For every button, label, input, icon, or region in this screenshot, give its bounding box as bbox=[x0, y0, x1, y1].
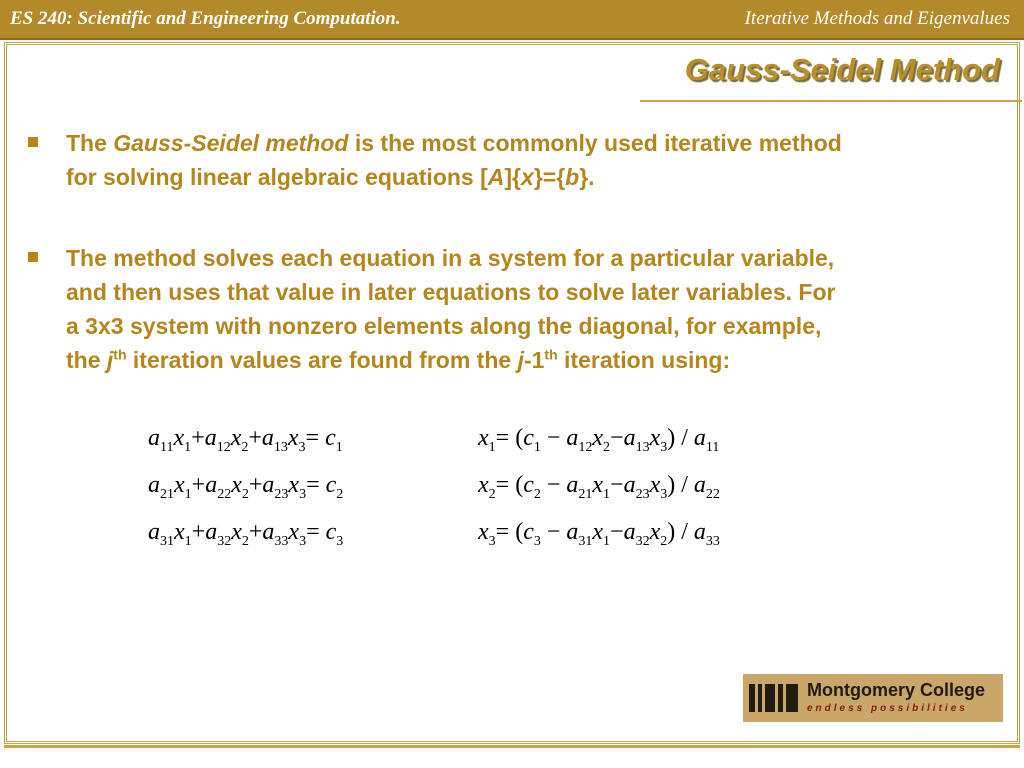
slide-title: Gauss-Seidel Method bbox=[684, 52, 1000, 87]
eq-symbol: x bbox=[592, 425, 604, 451]
equation-left-3 bbox=[148, 519, 344, 549]
eq-subscript: 12 bbox=[216, 439, 231, 455]
eq-operator: + bbox=[191, 425, 205, 451]
text-run: The bbox=[66, 130, 114, 156]
college-logo bbox=[743, 674, 1003, 722]
eq-subscript: 32 bbox=[217, 533, 232, 549]
eq-symbol: c bbox=[523, 472, 534, 498]
var-x: x bbox=[521, 164, 534, 190]
eq-operator: = bbox=[305, 425, 320, 451]
var-j: j bbox=[106, 347, 114, 373]
bullet-2-line-4 bbox=[66, 343, 1024, 377]
logo-tagline: endless possibilities bbox=[807, 703, 968, 714]
eq-subscript: 1 bbox=[603, 533, 611, 549]
equation-left-1 bbox=[148, 425, 343, 455]
bullet-1-line-1 bbox=[66, 126, 1024, 160]
header-bar bbox=[0, 0, 1024, 40]
eq-subscript: 13 bbox=[273, 439, 288, 455]
eq-symbol: a bbox=[623, 472, 636, 498]
text-run: the bbox=[66, 347, 107, 373]
bullet-1-line-2 bbox=[66, 160, 1024, 194]
eq-symbol: a bbox=[566, 425, 579, 451]
eq-subscript: 3 bbox=[298, 439, 306, 455]
bullet-2-line-1: The method solves each equation in a system for a particular variable, bbox=[66, 245, 835, 271]
eq-symbol: a bbox=[148, 472, 160, 498]
eq-operator: + bbox=[191, 472, 206, 498]
bullet-1-text bbox=[66, 126, 1024, 194]
eq-subscript: 1 bbox=[184, 439, 192, 455]
eq-symbol: x bbox=[592, 519, 604, 545]
eq-subscript: 32 bbox=[635, 533, 650, 549]
eq-subscript: 2 bbox=[241, 439, 249, 455]
eq-operator: ) / bbox=[667, 519, 694, 545]
eq-subscript: 1 bbox=[184, 533, 192, 549]
eq-operator: = bbox=[306, 472, 320, 498]
text-run: -1 bbox=[523, 347, 545, 373]
eq-subscript: 2 bbox=[241, 486, 249, 502]
eq-operator: ) / bbox=[667, 425, 694, 451]
eq-operator: − bbox=[540, 519, 567, 545]
eq-symbol: a bbox=[262, 472, 275, 498]
eq-symbol: c bbox=[523, 425, 534, 451]
eq-operator: − bbox=[540, 472, 567, 498]
eq-symbol: x bbox=[478, 472, 489, 498]
text-run: }. bbox=[579, 164, 595, 190]
title-underline bbox=[640, 100, 1022, 102]
eq-operator: + bbox=[248, 472, 263, 498]
eq-operator: = ( bbox=[495, 472, 524, 498]
text-run: iteration using: bbox=[557, 347, 731, 373]
eq-operator: − bbox=[610, 472, 624, 498]
eq-subscript: 1 bbox=[335, 439, 343, 455]
equation-right-1 bbox=[478, 425, 720, 455]
eq-symbol: x bbox=[174, 472, 185, 498]
eq-symbol: x bbox=[288, 472, 300, 498]
eq-subscript: 2 bbox=[660, 533, 668, 549]
eq-subscript: 31 bbox=[160, 533, 174, 549]
eq-subscript: 21 bbox=[160, 486, 174, 502]
eq-subscript: 1 bbox=[488, 439, 496, 455]
logo-mark-icon bbox=[749, 684, 801, 712]
eq-symbol: c bbox=[523, 519, 534, 545]
eq-subscript: 3 bbox=[660, 439, 668, 455]
topic-title: Iterative Methods and Eigenvalues bbox=[744, 8, 1010, 29]
eq-subscript: 3 bbox=[533, 533, 541, 549]
eq-operator: + bbox=[248, 425, 262, 451]
eq-symbol: x bbox=[478, 425, 489, 451]
eq-symbol: a bbox=[623, 425, 636, 451]
eq-symbol: c bbox=[325, 472, 337, 498]
eq-subscript: 3 bbox=[336, 533, 344, 549]
eq-subscript: 21 bbox=[578, 486, 593, 502]
eq-subscript: 23 bbox=[635, 486, 650, 502]
var-A: A bbox=[487, 164, 505, 190]
eq-symbol: a bbox=[148, 425, 160, 451]
eq-symbol: x bbox=[287, 425, 299, 451]
eq-symbol: c bbox=[325, 519, 337, 545]
eq-symbol: x bbox=[649, 472, 661, 498]
text-run: is the most commonly used iterative method bbox=[348, 130, 842, 156]
equation-right-3 bbox=[478, 519, 720, 549]
text-run: ]{ bbox=[504, 164, 522, 190]
bullet-2-line-2: and then uses that value in later equations to solve later variables. For bbox=[66, 279, 836, 305]
eq-symbol: c bbox=[325, 425, 336, 451]
eq-symbol: x bbox=[174, 519, 185, 545]
eq-subscript: 33 bbox=[705, 533, 720, 549]
eq-symbol: a bbox=[693, 425, 706, 451]
eq-subscript: 22 bbox=[217, 486, 232, 502]
var-b: b bbox=[565, 164, 580, 190]
eq-subscript: 11 bbox=[705, 439, 720, 455]
eq-operator: = ( bbox=[495, 425, 524, 451]
eq-subscript: 1 bbox=[184, 486, 192, 502]
eq-subscript: 2 bbox=[336, 486, 344, 502]
bottom-rule bbox=[4, 745, 1020, 748]
eq-symbol: a bbox=[693, 519, 706, 545]
eq-operator: = ( bbox=[495, 519, 524, 545]
eq-subscript: 3 bbox=[660, 486, 668, 502]
equation-left-2 bbox=[148, 472, 344, 502]
eq-subscript: 3 bbox=[299, 533, 307, 549]
eq-symbol: a bbox=[205, 472, 218, 498]
eq-symbol: a bbox=[261, 425, 274, 451]
eq-symbol: a bbox=[262, 519, 275, 545]
eq-subscript: 31 bbox=[578, 533, 593, 549]
eq-subscript: 2 bbox=[603, 439, 611, 455]
eq-symbol: a bbox=[148, 519, 160, 545]
equation-right-2 bbox=[478, 472, 720, 502]
eq-subscript: 1 bbox=[533, 439, 541, 455]
square-bullet-icon bbox=[28, 252, 38, 262]
eq-operator: ) / bbox=[667, 472, 694, 498]
eq-symbol: x bbox=[230, 425, 242, 451]
eq-operator: − bbox=[610, 519, 624, 545]
eq-symbol: x bbox=[288, 519, 300, 545]
eq-operator: − bbox=[540, 425, 567, 451]
eq-subscript: 13 bbox=[635, 439, 650, 455]
eq-symbol: a bbox=[204, 425, 217, 451]
eq-symbol: x bbox=[649, 519, 661, 545]
eq-symbol: x bbox=[173, 425, 185, 451]
superscript-th: th bbox=[113, 346, 127, 363]
eq-subscript: 33 bbox=[274, 533, 289, 549]
eq-symbol: x bbox=[231, 519, 242, 545]
eq-subscript: 22 bbox=[705, 486, 720, 502]
eq-operator: + bbox=[248, 519, 263, 545]
eq-symbol: a bbox=[623, 519, 636, 545]
logo-name: Montgomery College bbox=[807, 680, 986, 700]
eq-subscript: 2 bbox=[241, 533, 249, 549]
eq-symbol: x bbox=[231, 472, 242, 498]
bullet-2-line-3: a 3x3 system with nonzero elements along the diagonal, for example, bbox=[66, 313, 822, 339]
text-run: }={ bbox=[533, 164, 566, 190]
eq-subscript: 3 bbox=[488, 533, 496, 549]
superscript-th: th bbox=[544, 346, 558, 363]
eq-subscript: 12 bbox=[578, 439, 593, 455]
eq-symbol: a bbox=[566, 519, 579, 545]
eq-subscript: 23 bbox=[274, 486, 289, 502]
emphasis-method-name: Gauss-Seidel method bbox=[113, 130, 349, 156]
eq-symbol: x bbox=[592, 472, 604, 498]
eq-symbol: x bbox=[478, 519, 489, 545]
eq-subscript: 3 bbox=[299, 486, 307, 502]
eq-symbol: x bbox=[649, 425, 661, 451]
course-title: ES 240: Scientific and Engineering Computation. bbox=[10, 8, 401, 29]
eq-symbol: a bbox=[566, 472, 579, 498]
text-run: for solving linear algebraic equations [ bbox=[66, 164, 488, 190]
eq-subscript: 2 bbox=[533, 486, 541, 502]
eq-subscript: 2 bbox=[488, 486, 496, 502]
eq-symbol: a bbox=[205, 519, 218, 545]
eq-operator: = bbox=[306, 519, 320, 545]
text-run: iteration values are found from the bbox=[126, 347, 518, 373]
eq-operator: + bbox=[191, 519, 206, 545]
square-bullet-icon bbox=[28, 137, 38, 147]
eq-symbol: a bbox=[693, 472, 706, 498]
var-j: j bbox=[517, 347, 524, 373]
bullet-2-text bbox=[66, 241, 1024, 377]
eq-operator: − bbox=[610, 425, 624, 451]
eq-subscript: 1 bbox=[603, 486, 611, 502]
eq-subscript: 11 bbox=[160, 439, 174, 455]
